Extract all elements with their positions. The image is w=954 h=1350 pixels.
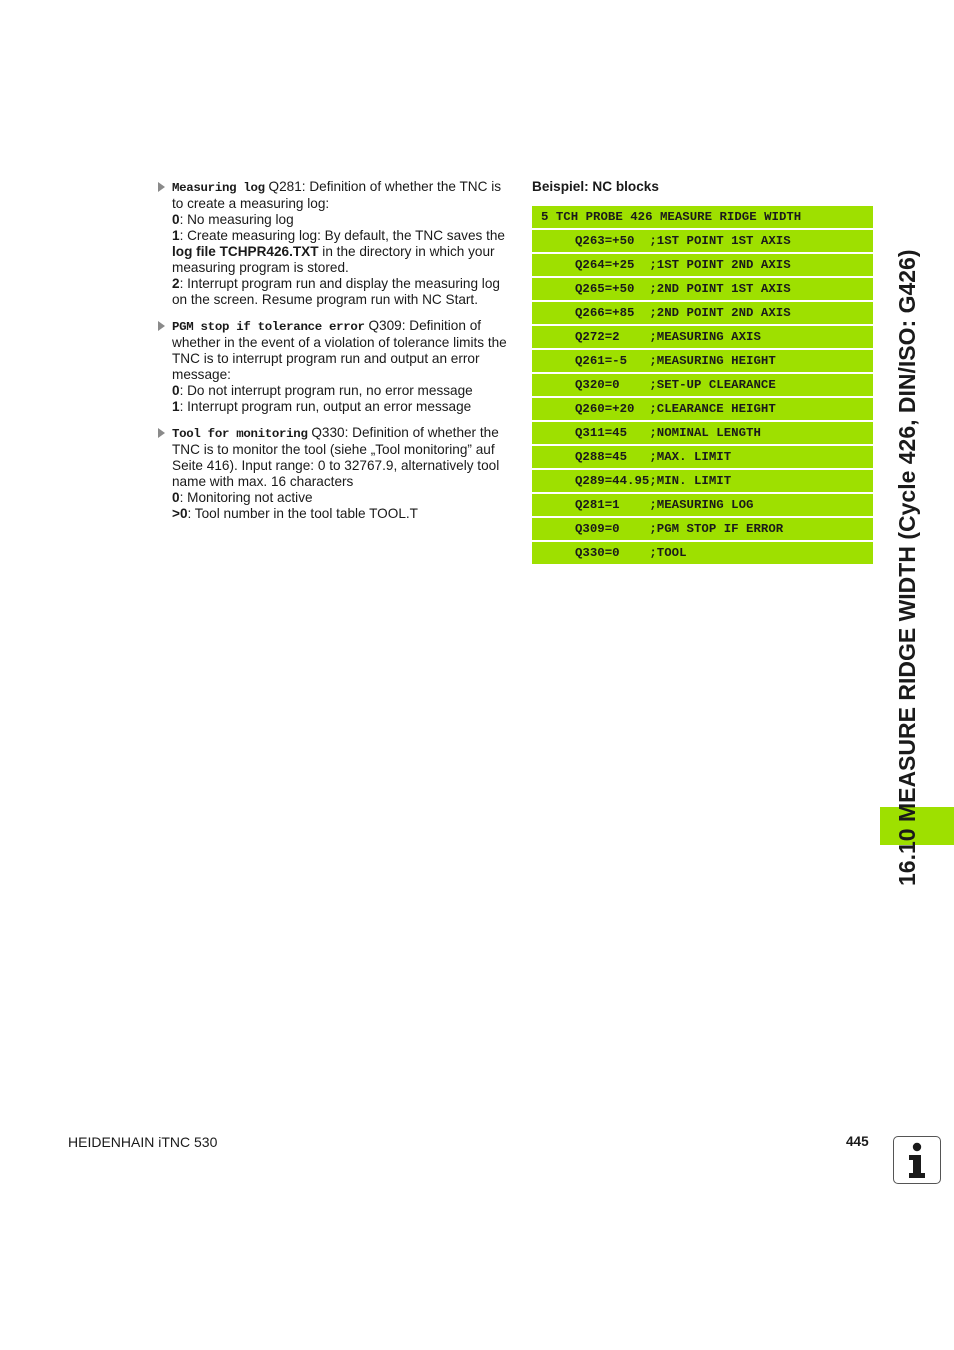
nc-block-row: Q260=+20 ;CLEARANCE HEIGHT [532,398,873,420]
option-text: : Monitoring not active [179,490,313,505]
nc-block-row: Q311=45 ;NOMINAL LENGTH [532,422,873,444]
option-text: : Do not interrupt program run, no error message [179,383,473,398]
info-glyph [894,1137,939,1182]
parameter-pgm-stop [158,318,514,415]
parameter-name: Tool for monitoring [172,427,308,441]
option-text: : Create measuring log: By default, the TNC saves the [179,228,505,243]
option-value: 1 [172,228,180,243]
bullet-arrow-icon [158,182,165,192]
nc-block-row: Q266=+85 ;2ND POINT 2ND AXIS [532,302,873,324]
parameter-description: Q330: Definition of whether the TNC is to monitor the tool (siehe „Tool monitoring” auf Seite 416). Input range: 0 to 32767.9, alternatively tool name with max. 16 characters [172,425,500,489]
nc-block-row: 5 TCH PROBE 426 MEASURE RIDGE WIDTH [532,206,873,228]
parameter-description: Q309: Definition of whether in the event of a violation of tolerance limits the TNC is to interrupt program run and output an error message: [172,318,507,382]
nc-blocks [532,206,873,566]
bullet-arrow-icon [158,321,165,331]
option-value: 0 [172,212,180,227]
option-text: : Interrupt program run, output an error message [179,399,472,414]
nc-block-row: Q261=-5 ;MEASURING HEIGHT [532,350,873,372]
info-icon [893,1136,941,1184]
option-value: >0 [172,506,188,521]
nc-block-row: Q330=0 ;TOOL [532,542,873,564]
nc-block-row: Q272=2 ;MEASURING AXIS [532,326,873,348]
parameter-measuring-log [158,179,514,308]
example-title: Beispiel: NC blocks [532,179,659,194]
nc-block-row: Q264=+25 ;1ST POINT 2ND AXIS [532,254,873,276]
nc-block-row: Q265=+50 ;2ND POINT 1ST AXIS [532,278,873,300]
nc-block-row: Q281=1 ;MEASURING LOG [532,494,873,516]
parameter-name: PGM stop if tolerance error [172,320,365,334]
nc-block-row: Q320=0 ;SET-UP CLEARANCE [532,374,873,396]
parameter-name: Measuring log [172,181,265,195]
bullet-arrow-icon [158,428,165,438]
option-value: 2 [172,276,180,291]
page-number: 445 [846,1134,869,1149]
section-title: 16.10 MEASURE RIDGE WIDTH (Cycle 426, DIN/ISO: G426) [894,249,920,886]
parameter-tool-monitoring [158,425,514,522]
nc-block-row: Q288=45 ;MAX. LIMIT [532,446,873,468]
option-text: : No measuring log [179,212,294,227]
option-text: : Interrupt program run and display the measuring log on the screen. Resume program run with NC Start. [172,276,500,307]
parameter-list [158,179,514,532]
footer-product: HEIDENHAIN iTNC 530 [68,1134,218,1150]
nc-block-row: Q289=44.95;MIN. LIMIT [532,470,873,492]
option-text: in the directory in which your measuring program is stored. [172,244,495,275]
option-text: : Tool number in the tool table TOOL.T [187,506,418,521]
option-value: 0 [172,490,180,505]
option-value: 1 [172,399,180,414]
option-value: 0 [172,383,180,398]
parameter-description: Q281: Definition of whether the TNC is to create a measuring log: [172,179,502,211]
log-file-name: log file TCHPR426.TXT [172,244,319,259]
nc-block-row: Q309=0 ;PGM STOP IF ERROR [532,518,873,540]
nc-block-row: Q263=+50 ;1ST POINT 1ST AXIS [532,230,873,252]
